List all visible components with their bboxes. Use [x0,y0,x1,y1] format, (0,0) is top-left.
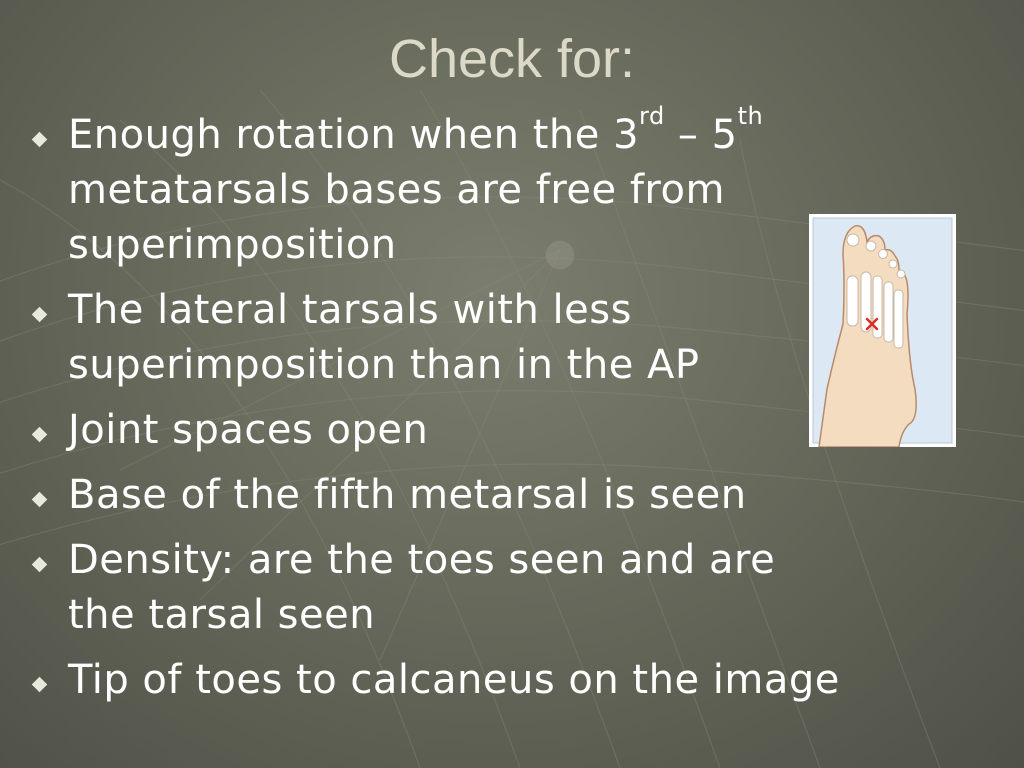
bullet-text: Enough rotation when the 3 [68,112,640,158]
bullet-text: Tip of toes to calcaneus on the image [68,657,840,703]
diamond-bullet-icon [32,492,48,508]
diamond-bullet-icon [32,132,48,148]
bullet-text: Joint spaces open [68,407,429,453]
superscript: rd [639,102,665,130]
bullet-item [28,653,1008,708]
bullet-text: metatarsals bases are free from superimposition [68,167,725,268]
bullet-item [28,283,828,393]
diamond-bullet-icon [32,307,48,323]
superscript: th [737,102,764,130]
bullet-text: The lateral tarsals with less superimposition than in the AP [68,287,700,388]
diamond-bullet-icon [32,427,48,443]
bullet-item [28,102,828,273]
bullet-text: – 5 [664,112,738,158]
foot-diagram-icon [809,214,956,447]
diamond-bullet-icon [32,557,48,573]
diamond-bullet-icon [32,677,48,693]
bullet-item [28,533,828,643]
bullet-item [28,468,1008,523]
foot-diagram-figure [809,214,956,447]
bullet-text: Base of the fifth metarsal is seen [68,472,747,518]
bullet-text: Density: are the toes seen and are the tarsal seen [68,537,776,638]
slide-title: Check for: [388,29,636,89]
